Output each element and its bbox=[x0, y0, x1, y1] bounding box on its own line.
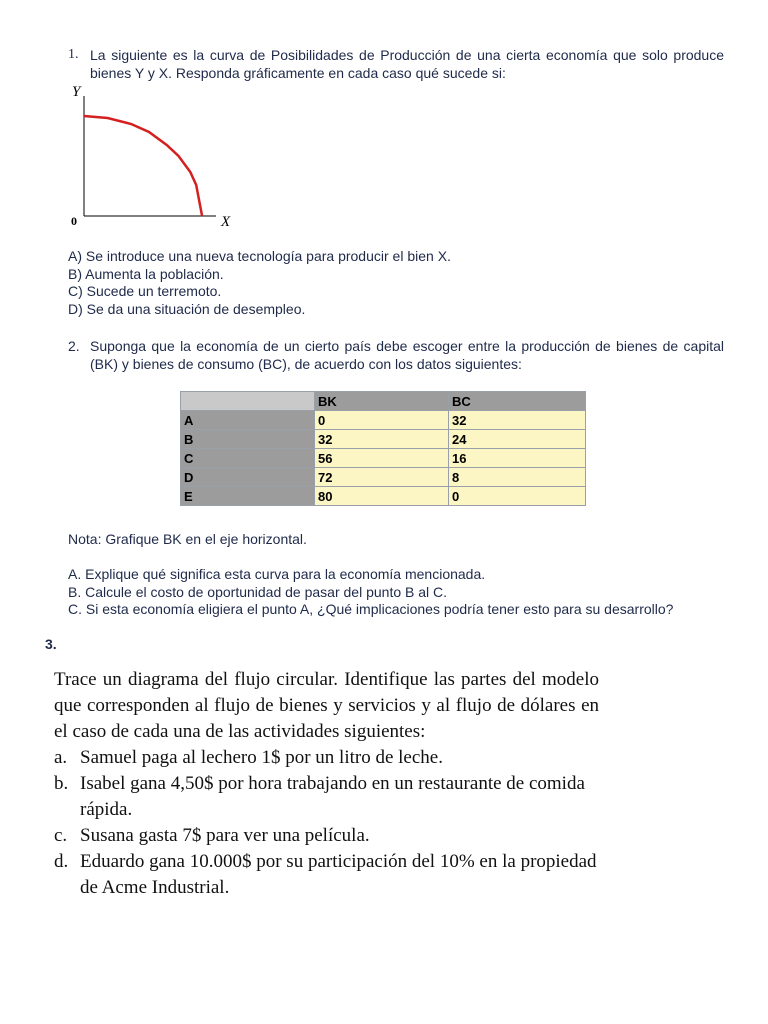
row-label: A bbox=[181, 411, 315, 430]
option-a: A) Se introduce una nueva tecnología para producir el bien X. bbox=[68, 248, 451, 264]
question-1-number: 1. bbox=[68, 47, 79, 62]
question-3-item bbox=[54, 823, 599, 849]
cell-bk: 0 bbox=[315, 411, 449, 430]
item-label: d. bbox=[54, 851, 69, 872]
question-2-text: Suponga que la economía de un cierto país debe escoger entre la producción de bienes de capital (BK) y bienes de consumo (BC), de acuerdo con los datos siguientes: bbox=[90, 338, 724, 372]
option-c: C) Sucede un terremoto. bbox=[68, 283, 222, 299]
table-note: Nota: Grafique BK en el eje horizontal. bbox=[68, 531, 307, 547]
table-row bbox=[181, 411, 586, 430]
item-label: a. bbox=[54, 747, 68, 768]
question-3-item bbox=[54, 771, 599, 823]
question-1 bbox=[68, 46, 724, 82]
question-3-item bbox=[54, 745, 599, 771]
question-3-intro: Trace un diagrama del flujo circular. Identifique las partes del modelo que corresponden al flujo de bienes y servicios y al flujo de dólares en el caso de cada una de las actividades siguientes: bbox=[54, 669, 599, 742]
table-header-row bbox=[181, 392, 586, 411]
ppf-chart bbox=[58, 82, 248, 232]
item-text: Isabel gana 4,50$ por hora trabajando en un restaurante de comida rápida. bbox=[80, 773, 585, 820]
cell-bc: 8 bbox=[449, 468, 586, 487]
cell-bk: 56 bbox=[315, 449, 449, 468]
question-3-number: 3. bbox=[45, 636, 57, 652]
subquestion-b: B. Calcule el costo de oportunidad de pasar del punto B al C. bbox=[68, 583, 448, 600]
item-label: c. bbox=[54, 825, 68, 846]
cell-bk: 72 bbox=[315, 468, 449, 487]
table-row bbox=[181, 430, 586, 449]
question-1-options bbox=[68, 248, 451, 318]
option-b: B) Aumenta la población. bbox=[68, 265, 224, 282]
ppf-curve bbox=[84, 116, 202, 216]
table-header-bk: BK bbox=[315, 392, 449, 411]
cell-bk: 32 bbox=[315, 430, 449, 449]
item-text: Samuel paga al lechero 1$ por un litro de leche. bbox=[80, 747, 443, 768]
cell-bc: 16 bbox=[449, 449, 586, 468]
table-row bbox=[181, 487, 586, 506]
cell-bk: 80 bbox=[315, 487, 449, 506]
row-label: E bbox=[181, 487, 315, 506]
table-row bbox=[181, 449, 586, 468]
question-3-item bbox=[54, 849, 599, 901]
question-1-text: La siguiente es la curva de Posibilidades de Producción de una cierta economía que solo produce bienes Y y X. Responda gráficamente en cada caso qué sucede si: bbox=[90, 47, 724, 81]
origin-label: 0 bbox=[71, 214, 77, 228]
option-d: D) Se da una situación de desempleo. bbox=[68, 300, 306, 317]
subquestion-a: A. Explique qué significa esta curva para la economía mencionada. bbox=[68, 566, 486, 582]
question-2-subquestions bbox=[68, 566, 673, 619]
y-axis-label: Y bbox=[72, 84, 81, 100]
production-table bbox=[180, 391, 586, 506]
table-header-bc: BC bbox=[449, 392, 586, 411]
cell-bc: 0 bbox=[449, 487, 586, 506]
question-2 bbox=[68, 337, 724, 373]
question-2-number: 2. bbox=[68, 338, 80, 354]
subquestion-c: C. Si esta economía eligiera el punto A, ¿Qué implicaciones podría tener esto para su desarrollo? bbox=[68, 601, 674, 617]
row-label: B bbox=[181, 430, 315, 449]
item-label: b. bbox=[54, 773, 69, 794]
item-text: Eduardo gana 10.000$ por su participación del 10% en la propiedad de Acme Industrial. bbox=[80, 851, 597, 898]
table-row bbox=[181, 468, 586, 487]
row-label: D bbox=[181, 468, 315, 487]
row-label: C bbox=[181, 449, 315, 468]
cell-bc: 32 bbox=[449, 411, 586, 430]
table-header-corner bbox=[181, 392, 315, 411]
item-text: Susana gasta 7$ para ver una película. bbox=[80, 825, 370, 846]
question-3 bbox=[54, 667, 599, 901]
x-axis-label: X bbox=[221, 214, 231, 230]
cell-bc: 24 bbox=[449, 430, 586, 449]
